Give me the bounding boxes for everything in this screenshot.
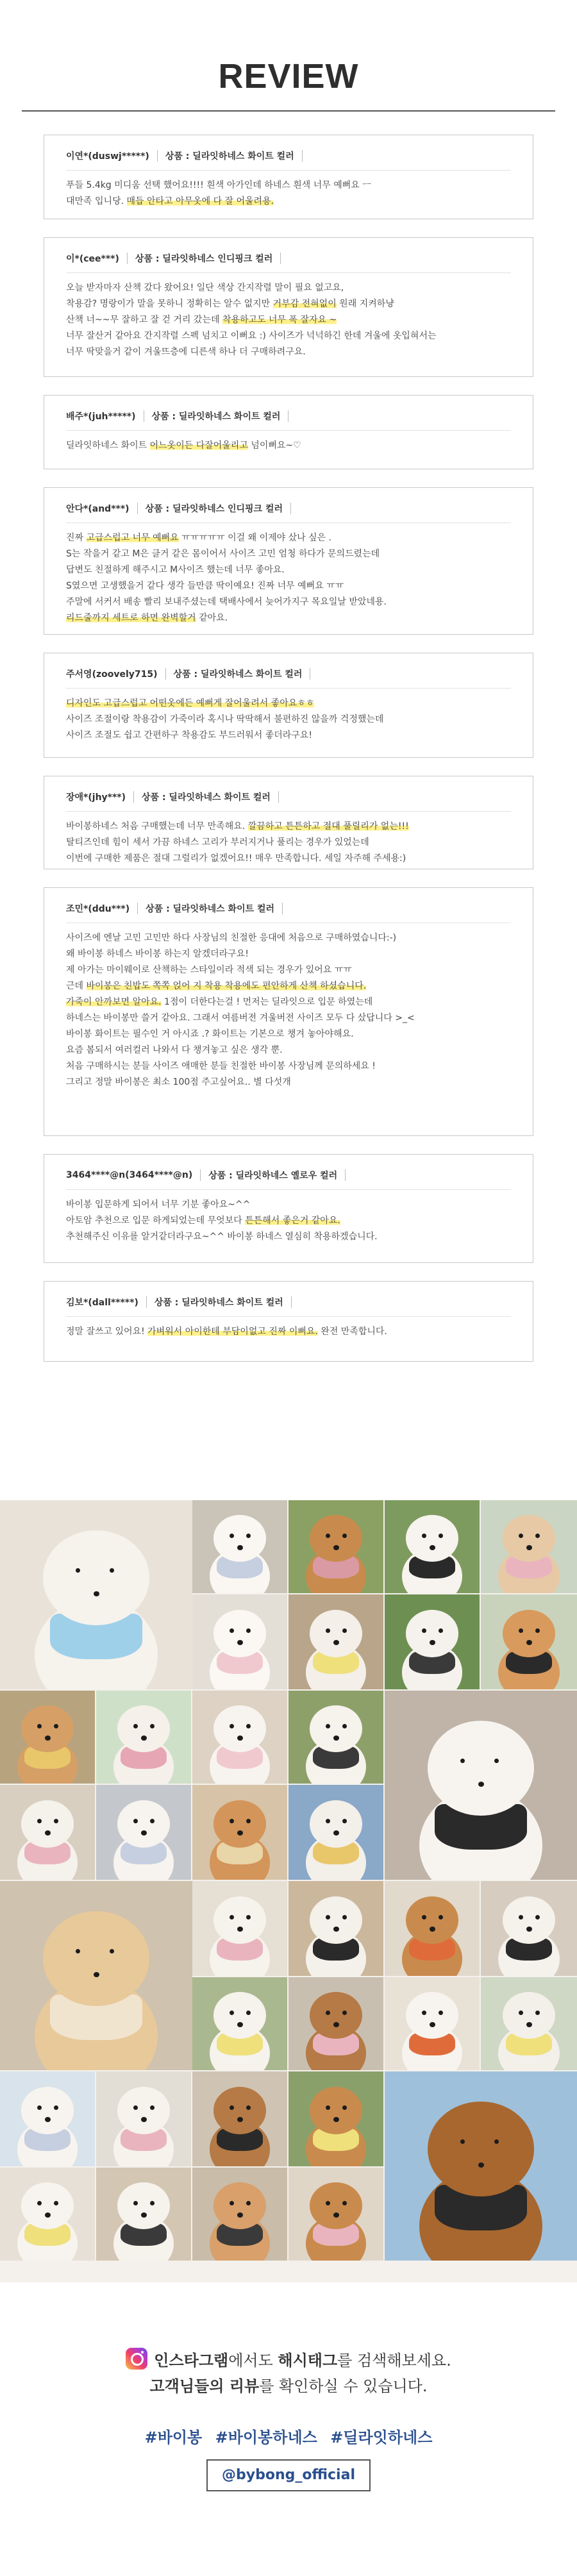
dog-photo (192, 2071, 287, 2166)
review-card (44, 1154, 533, 1263)
instagram-text-a: 에서도 (228, 2352, 278, 2370)
review-line (66, 1042, 514, 1058)
highlighted-text: 깔끔하고 튼튼하고 절대 풀릴리가 없는!!! (247, 821, 409, 832)
reviewer-name: 장애*(jhy***) (66, 792, 126, 803)
dog-photo (385, 1881, 480, 1976)
review-text-span: S였으면 고생했을거 같다 생각 들만큼 딱이예요! 진짜 너무 예뻐요 ㅠㅠ (66, 581, 344, 591)
review-line (66, 344, 514, 360)
review-line (66, 530, 514, 546)
meta-divider (165, 668, 166, 680)
meta-divider (291, 1296, 292, 1308)
review-line (66, 851, 514, 867)
instagram-handle-link[interactable]: @bybong_official (206, 2459, 371, 2491)
review-divider (66, 1189, 511, 1190)
dog-photo (0, 2168, 95, 2261)
review-text-span: S는 작을거 같고 M은 클거 같은 몸이어서 사이즈 고민 엄청 하다가 문의드렸는데 (66, 549, 380, 559)
meta-divider (302, 150, 303, 162)
header-divider (22, 110, 555, 112)
dog-photo (288, 2168, 383, 2261)
reviewer-name: 김보*(dall*****) (66, 1298, 138, 1308)
highlighted-text: 바이봉은 친밥도 쪽쪽 얹어 지 착용 착용에도 편안하게 산책 하셨습니다. (86, 981, 367, 991)
review-text-span: 넘이뻐요~♡ (247, 440, 301, 451)
review-line (66, 546, 514, 562)
dog-photo (288, 1881, 383, 1976)
review-line (66, 178, 514, 194)
review-line (66, 610, 514, 626)
hashtag-word: 해시태그 (278, 2352, 338, 2370)
review-line (66, 194, 514, 210)
meta-divider (282, 903, 283, 914)
dog-photo (0, 1785, 95, 1880)
dog-photo (0, 1691, 95, 1784)
product-name: 상품 : 딜라잇하네스 화이트 컬러 (146, 904, 275, 914)
review-meta (66, 502, 299, 515)
meta-divider (345, 1169, 346, 1181)
hashtag-link[interactable]: #바이봉 (144, 2429, 203, 2446)
review-line (66, 978, 514, 994)
review-card (44, 237, 533, 377)
review-card (44, 887, 533, 1136)
review-text-span: 왜 바이봉 하네스 바이봉 하는지 알겠더라구요! (66, 949, 249, 959)
review-line (66, 1026, 514, 1042)
product-name: 상품 : 딜라잇하네스 인디핑크 컬러 (135, 254, 273, 264)
dog-photo (288, 1977, 383, 2070)
review-text-span: 하네스는 바이봉만 쓸거 같아요. 그래서 여름버전 겨울버전 사이즈 모두 다 샀답니다 >_< (66, 1013, 415, 1023)
highlighted-text: 디자인도 고급스럽고 어떤옷에든 예뻐게 잘어울려서 좋아요ㅎㅎ (66, 698, 315, 708)
dog-photo (288, 2071, 383, 2166)
review-text-span: 오늘 받자마자 산책 갔다 왔어요! 일단 색상 간지작렬 말이 필요 없고요, (66, 283, 344, 293)
review-card (44, 135, 533, 219)
review-divider (66, 272, 511, 273)
review-text-span: 딜라잇하네스 화이트 (66, 440, 150, 451)
instagram-text-b: 를 검색해보세요. (337, 2352, 451, 2370)
review-text-span: 착용감? 명랑이가 말을 못하니 정확히는 알수 없지만 (66, 299, 273, 309)
product-name: 상품 : 딜라잇하네스 옐로우 컬러 (208, 1171, 338, 1181)
review-text-span: 처음 구매하시는 분들 사이즈 애매한 분들 친절한 바이봉 사장님께 문의하세요 ! (66, 1061, 376, 1071)
dog-photo (0, 1881, 192, 2070)
review-text-span: 바이봉 입문하게 되어서 너무 기분 좋아요~^^ (66, 1200, 251, 1210)
review-divider (66, 170, 511, 171)
highlighted-text: 가죽이 안까보면 알아요. (66, 997, 162, 1007)
product-name: 상품 : 딜라잇하네스 화이트 컬러 (173, 669, 303, 680)
review-text-span: 사이즈 조절이랑 착용감이 가죽이라 혹시나 딱딱해서 불편하진 않을까 걱정했는데 (66, 714, 384, 724)
review-text-span: 너무 딱맞을거 같이 겨울뜨층에 디른색 하나 더 구매하려구요. (66, 347, 306, 357)
review-line (66, 562, 514, 578)
review-line (66, 1213, 514, 1229)
review-divider (66, 1316, 511, 1317)
customer-review-word: 고객님들의 리뷰 (149, 2377, 260, 2395)
review-line (66, 1324, 514, 1340)
review-text-span: 정말 잘쓰고 있어요! (66, 1326, 148, 1337)
reviewer-name: 3464****@n(3464****@n) (66, 1170, 193, 1180)
review-meta (66, 149, 310, 162)
review-text-span: 바이봉하네스 처음 구매했는데 너무 만족해요. (66, 821, 248, 832)
review-text (66, 1197, 514, 1245)
review-text-span: 사이즈에 엔날 고민 고민만 하다 사장님의 친절한 응대에 처음으로 구매하였습니다:-) (66, 933, 397, 943)
review-card (44, 1281, 533, 1362)
review-meta (66, 1169, 353, 1182)
review-line (66, 946, 514, 962)
review-line (66, 1197, 514, 1213)
dog-photo (96, 2168, 191, 2261)
dog-photo (385, 1691, 577, 1880)
customer-photo-grid (0, 1500, 577, 2282)
dog-photo (192, 1500, 287, 1593)
review-text-span: 같아요. (196, 613, 228, 623)
dog-photo (288, 1500, 383, 1593)
review-line (66, 930, 514, 946)
review-meta (66, 1296, 299, 1309)
meta-divider (280, 253, 281, 264)
review-line (66, 819, 514, 835)
reviewer-name: 주서영(zoovely715) (66, 669, 158, 680)
instagram-headline (0, 2348, 577, 2370)
review-text (66, 438, 514, 454)
meta-divider (127, 253, 128, 264)
reviewer-name: 이연*(duswj*****) (66, 151, 149, 162)
review-line (66, 1058, 514, 1075)
dog-photo (192, 1977, 287, 2070)
review-text-span: 제 아가는 마이웨이로 산책하는 스타일이라 적색 되는 경우가 있어요 ㅠㅠ (66, 965, 352, 975)
review-line (66, 1075, 514, 1091)
dog-photo (481, 1594, 577, 1689)
dog-photo (192, 1881, 287, 1976)
review-card (44, 395, 533, 469)
instagram-word: 인스타그램 (154, 2352, 229, 2370)
review-text-span: 1점이 더한다는걸 ! 먼저는 딜라잇으로 입문 하였는데 (161, 997, 373, 1007)
reviewer-name: 안다*(and***) (66, 504, 130, 514)
product-name: 상품 : 딜라잇하네스 화이트 컬러 (151, 412, 281, 422)
review-text-span: 대만족 입니당. (66, 196, 127, 206)
product-name: 상품 : 딜라잇하네스 인디핑크 컬러 (145, 504, 283, 514)
review-line (66, 1010, 514, 1026)
dog-photo (0, 1500, 192, 1689)
review-line (66, 312, 514, 328)
dog-photo (385, 2071, 577, 2261)
highlighted-text: 고급스럽고 너무 예뻐요 (86, 533, 179, 543)
dog-photo (288, 1785, 383, 1880)
review-divider (66, 688, 511, 689)
product-name: 상품 : 딜라잇하네스 화이트 컬러 (154, 1298, 283, 1308)
review-text-span: ㅠㅠㅠㅠㅠ 이걸 왜 이제야 샀나 싶은 . (178, 533, 332, 543)
instagram-section (0, 2302, 577, 2576)
dog-photo (96, 2071, 191, 2166)
review-line (66, 835, 514, 851)
meta-divider (133, 791, 134, 803)
instagram-subline (0, 2373, 577, 2396)
review-meta (66, 902, 290, 915)
review-line (66, 1229, 514, 1245)
review-line (66, 328, 514, 344)
review-text-span: 완전 만족합니다. (317, 1326, 387, 1337)
review-text-span: 답변도 친절하게 해주시고 M사이즈 했는데 너무 좋아요. (66, 565, 285, 575)
review-line (66, 994, 514, 1010)
page-title: REVIEW (218, 57, 359, 96)
meta-divider (146, 1296, 147, 1308)
product-name: 상품 : 딜라잇하네스 화이트 컬러 (142, 792, 271, 803)
dog-photo (385, 1977, 480, 2070)
highlighted-text: 거부감 전혀없이 (272, 299, 337, 309)
hashtag-link[interactable]: #딜라잇하네스 (330, 2429, 433, 2446)
review-meta (66, 252, 288, 265)
review-line (66, 728, 514, 744)
review-text-span: 주말에 서커서 배송 빨리 보내주셨는데 택배사에서 늦어가지구 목요일날 받았네용. (66, 597, 387, 607)
meta-divider (137, 903, 138, 914)
hashtag-link[interactable]: #바이봉하네스 (215, 2429, 317, 2446)
review-line (66, 712, 514, 728)
review-text (66, 280, 514, 360)
review-text (66, 819, 514, 867)
highlighted-text: 리드줄까지 세트로 하면 완벽할거 (66, 613, 196, 623)
review-text-span: 사이즈 조절도 쉽고 간편하구 착용감도 부드러워서 좋더라구요! (66, 730, 312, 740)
dog-photo (96, 1785, 191, 1880)
review-text (66, 696, 514, 744)
review-text-span: 너무 잘산거 같아요 간지작렬 스펙 넘치고 이뻐요 :) 사이즈가 넉넉하긴 한데 겨울에 옷입혀서는 (66, 331, 437, 341)
highlighted-text: 튼튼해서 좋은거 같아요. (245, 1216, 340, 1226)
review-line (66, 578, 514, 594)
review-line (66, 296, 514, 312)
instagram-text-c: 를 확인하실 수 있습니다. (259, 2377, 428, 2395)
meta-divider (137, 503, 138, 514)
highlighted-text: 어느옷이든 다잘어울리고 (149, 440, 248, 451)
review-header (0, 0, 577, 122)
instagram-icon[interactable] (126, 2348, 147, 2370)
review-text-span: 바이봉 화이트는 필수인 거 아시죠 .? 화이트는 기본으로 챙겨 놓아야해요. (66, 1029, 354, 1039)
review-meta (66, 790, 287, 803)
review-text-span: 요즘 봄되서 여러컬러 나와서 다 챙겨놓고 싶은 생각 뿐. (66, 1045, 283, 1055)
review-meta (66, 410, 296, 422)
review-text-span: 탈티즈인데 힘이 세서 가끔 하네스 고리가 부러지거나 풀리는 경우가 있었는데 (66, 837, 369, 848)
review-text-span: 추천해주신 이유를 알거같더라구요~^^ 바이봉 하네스 열심히 착용하겠습니다. (66, 1232, 378, 1242)
review-line (66, 280, 514, 296)
review-text-span: 그리고 정말 바이봉은 최소 100점 주고싶어요.. 별 다섯개 (66, 1077, 291, 1087)
review-text-span: 원래 지켜하냥 (336, 299, 394, 309)
review-card (44, 776, 533, 869)
review-text-span: 아토암 추천으로 입문 하게되었는데 무엇보다 (66, 1216, 246, 1226)
dog-photo (96, 1691, 191, 1784)
review-text-span: 푸들 5.4kg 미디움 선택 했어요!!!! 흰색 아가인데 하네스 흰색 너무 예뻐요 ㅡ (66, 180, 371, 190)
review-text-span: 이번에 구매한 제품은 절대 그럴리가 없겠어요!! 매우 만족합니다. 세일 자주해 주세용:) (66, 853, 406, 864)
highlighted-text: 매듭 안타고 아무옷에 다 잘 어울려용. (126, 196, 274, 206)
meta-divider (157, 150, 158, 162)
dog-photo (192, 1594, 287, 1689)
dog-photo (192, 2168, 287, 2261)
meta-divider (290, 503, 291, 514)
dog-photo (192, 1785, 287, 1880)
product-name: 상품 : 딜라잇하네스 화이트 컬러 (165, 151, 294, 162)
dog-photo (481, 1977, 577, 2070)
hashtag-list (0, 2425, 577, 2447)
review-line (66, 696, 514, 712)
highlighted-text: 착용하고도 너무 폭 잘자요 ~ (222, 315, 337, 325)
review-line (66, 962, 514, 978)
review-text (66, 930, 514, 1091)
review-line (66, 594, 514, 610)
review-text-span: 산책 너~~무 잘하고 잘 걷 거리 갔는데 (66, 315, 222, 325)
dog-photo (385, 1594, 480, 1689)
review-line (66, 438, 514, 454)
reviewer-name: 이*(cee***) (66, 254, 119, 264)
dog-photo (288, 1594, 383, 1689)
review-text-span: 근데 (66, 981, 87, 991)
review-card (44, 653, 533, 758)
review-divider (66, 430, 511, 431)
highlighted-text: 가벼워서 아이한테 부담이없고 진짜 이뻐요. (147, 1326, 318, 1337)
dog-photo (481, 1881, 577, 1976)
review-text (66, 530, 514, 626)
dog-photo (288, 1691, 383, 1784)
review-text-span: 진짜 (66, 533, 87, 543)
dog-photo (192, 1691, 287, 1784)
reviewer-name: 조민*(ddu***) (66, 904, 130, 914)
review-divider (66, 811, 511, 812)
dog-photo (385, 1500, 480, 1593)
meta-divider (278, 791, 279, 803)
dog-photo (481, 1500, 577, 1593)
dog-photo (0, 2071, 95, 2166)
reviewer-name: 배주*(juh*****) (66, 412, 136, 422)
review-card (44, 487, 533, 635)
review-text (66, 178, 514, 210)
review-meta (66, 667, 318, 680)
meta-divider (200, 1169, 201, 1181)
review-text (66, 1324, 514, 1340)
